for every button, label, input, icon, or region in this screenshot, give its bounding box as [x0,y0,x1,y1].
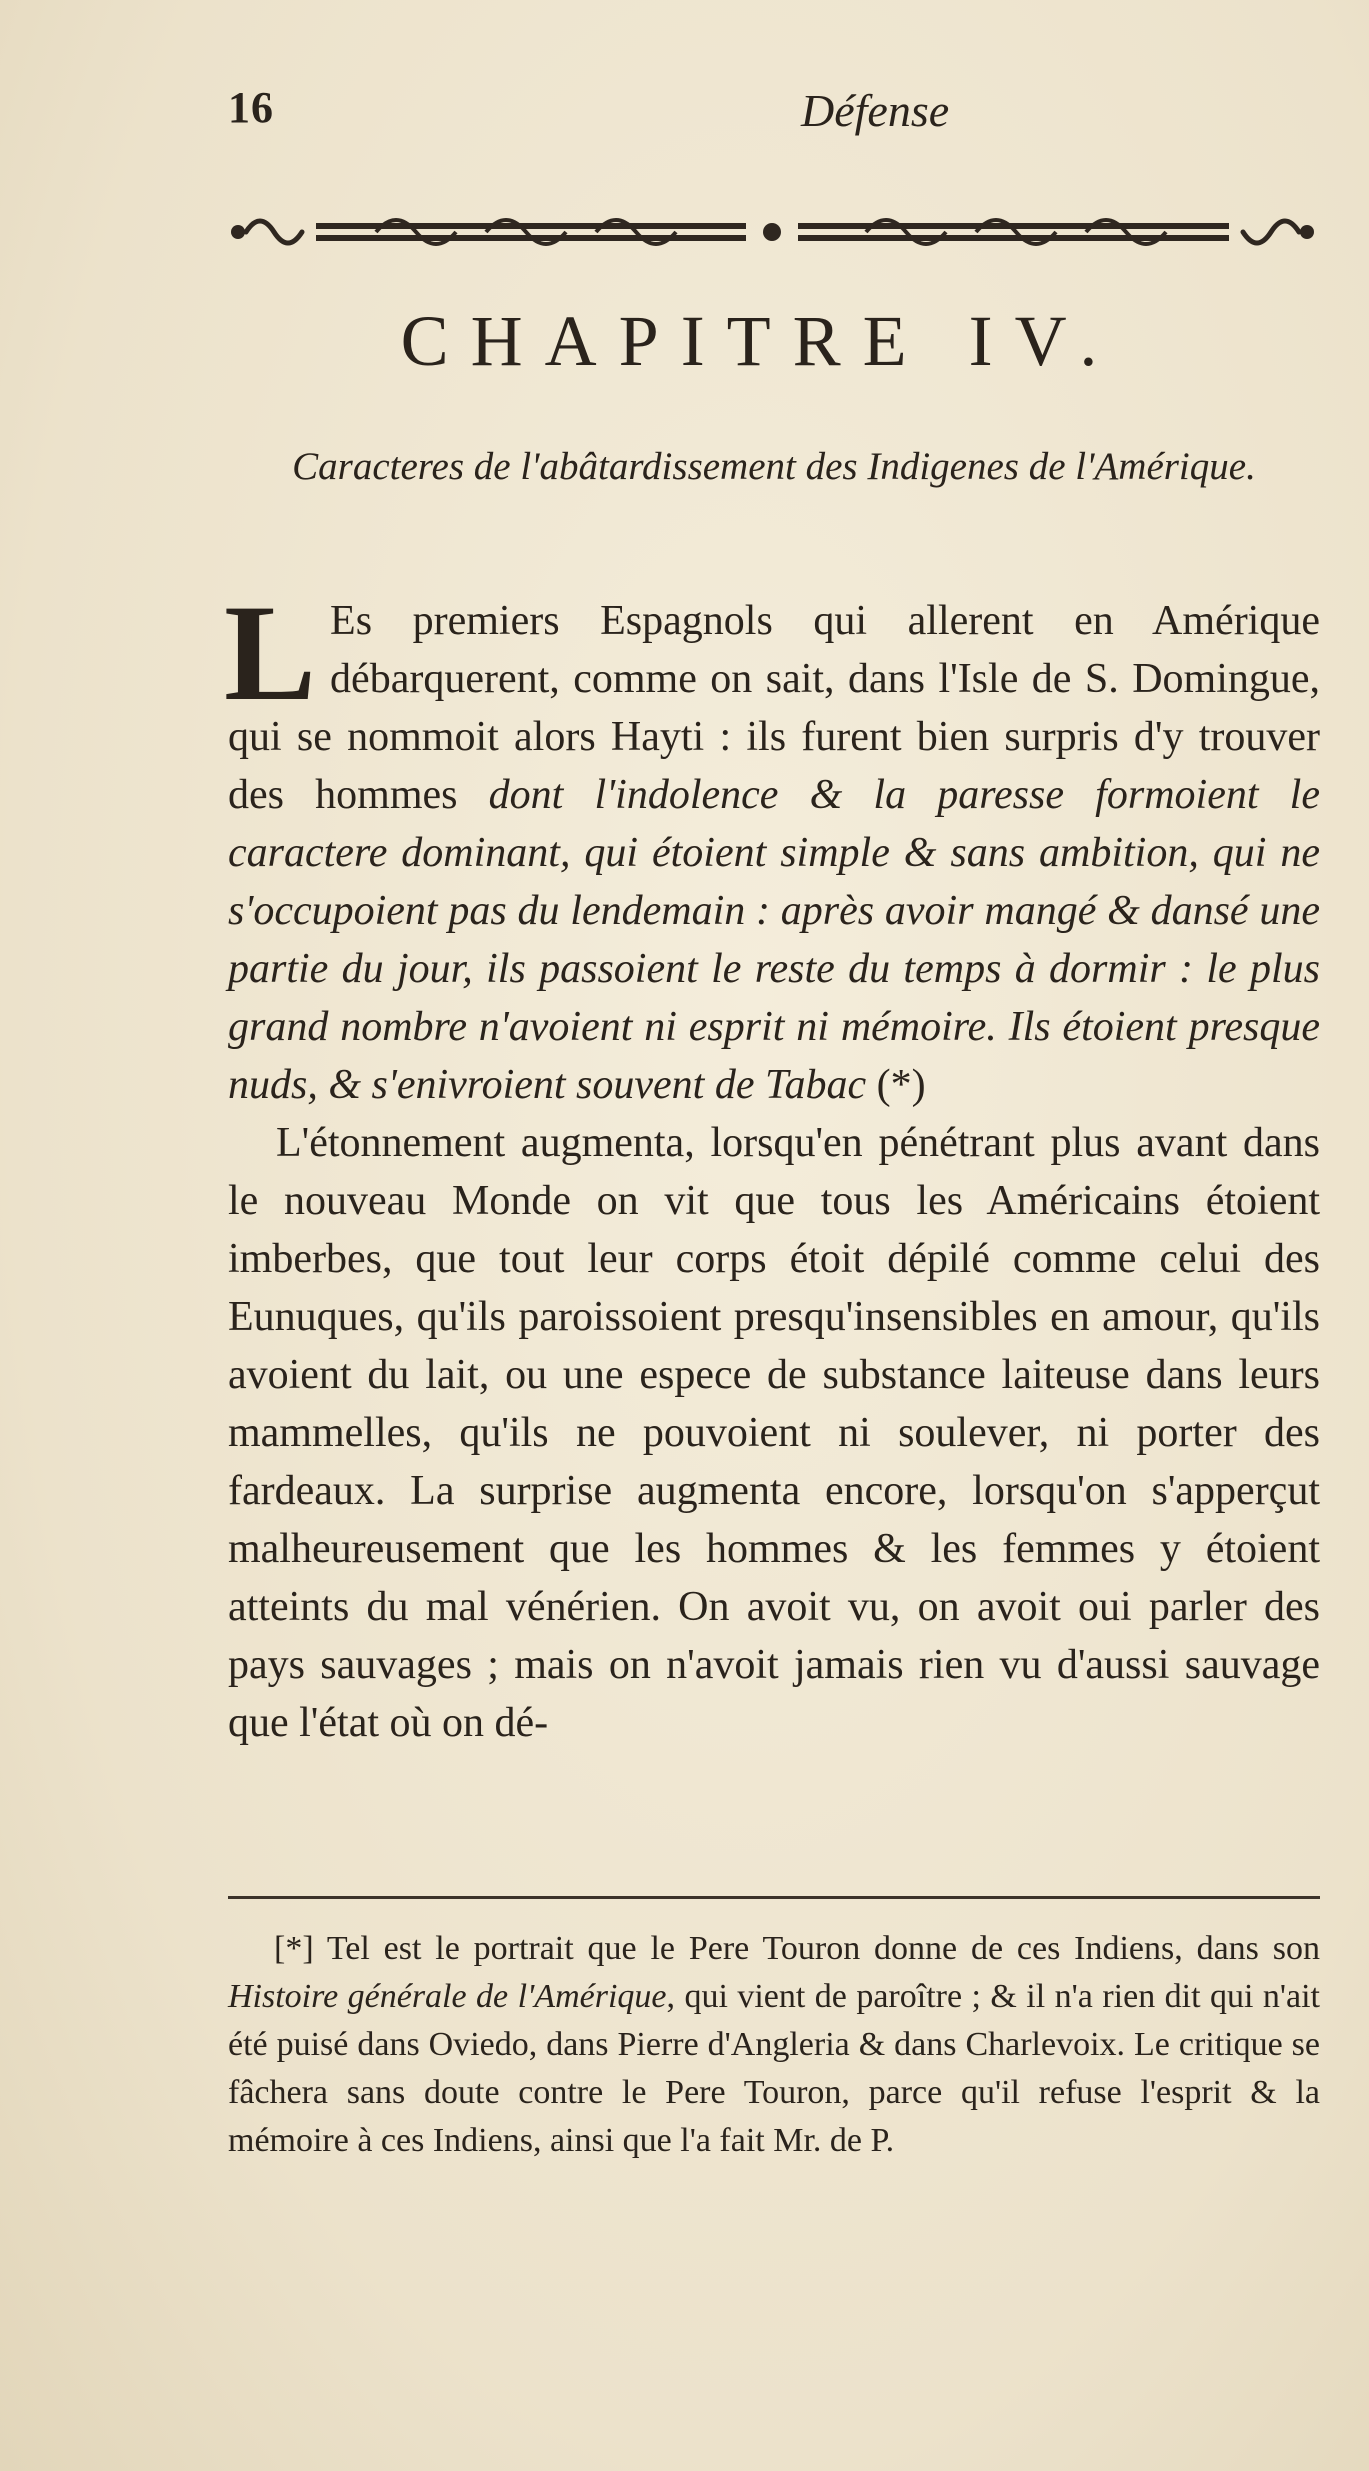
footnote-part-2: , qui vient de paroître ; & il n'a rien dit qui n'ait été puisé dans Oviedo, dans Pierre d'Angleria & dans Charlevoix. Le critique se fâchera sans doute contre le Pere Touron, parce qu'il refuse l'esprit & la mémoire à ces Indiens, ainsi que l'a fait Mr. de P. [228,1978,1320,2159]
paragraph-2: L'étonnement augmenta, lorsqu'en pénétrant plus avant dans le nouveau Monde on vit que tous les Américains étoient imberbes, que tout leur corps étoit dépilé comme celui des Eunuques, qu'ils paroissoient presqu'insensibles en amour, qu'ils avoient du lait, ou une espece de substance laiteuse dans leurs mammelles, qu'ils ne pouvoient ni soulever, ni porter des fardeaux. La surprise augmenta encore, lorsqu'on s'apperçut malheureusement que les hommes & les femmes y étoient atteints du mal vénérien. On avoit vu, on avoit oui parler des pays sauvages ; mais on n'avoit jamais rien vu d'aussi sauvage que l'état où on dé- [228,1120,1320,1746]
paragraph-1-italic: dont l'indolence & la paresse formoient le caractere dominant, qui étoient simple & sans ambition, qui ne s'occupoient pas du lendemain : après avoir mangé & dansé une partie du jour, ils passoient le reste du temps à dormir : le plus grand nombre n'avoient ni esprit ni mémoire. Ils étoient presque nuds, & s'enivroient souvent de Tabac [228,772,1320,1108]
chapter-subtitle: Caracteres de l'abâtardissement des Indigenes de l'Amérique. [292,445,1256,488]
footnote-book-title: Histoire générale de l'Amérique [228,1978,667,2015]
paragraph-1-roman: Es premiers Espagnols qui allerent en Amérique débarquerent, comme on sait, dans l'Isle de S. Domingue, qui se nommoit alors Hayti : ils furent bien surpris d'y trouver des hommes [228,598,1320,818]
ornament-band [226,200,1319,264]
paragraph-1 [224,576,1320,1114]
chapter-title: CHAPITRE IV. [400,301,1120,381]
running-head-title: Défense [801,85,950,136]
main-text [224,576,1320,1752]
page-number: 16 [228,83,274,132]
footnote-part-1: [*] Tel est le portrait que le Pere Touron donne de ces Indiens, dans son [274,1930,1320,1967]
footnote [228,1925,1320,2165]
footnote-rule [228,1896,1320,1899]
note-reference: (*) [876,1062,926,1108]
drop-cap: L [224,576,317,729]
running-head [228,82,1328,142]
